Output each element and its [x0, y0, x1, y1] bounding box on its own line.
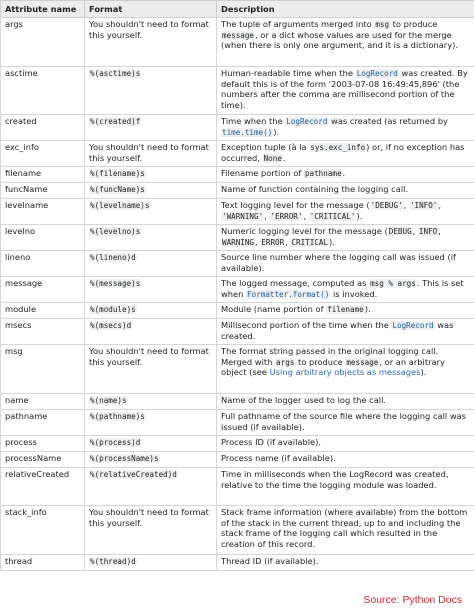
description-text: to produce — [295, 356, 346, 367]
attribute-name-cell: stack_info — [1, 506, 85, 555]
table-header-row — [1, 1, 474, 18]
format-code: %(lineno)d — [90, 253, 136, 262]
description-text: Name of the logger used to log the call. — [221, 395, 387, 405]
description-text: Millisecond portion of the time when the — [221, 320, 392, 330]
format-cell — [85, 67, 217, 115]
description-text: Human-readable time when the — [221, 68, 356, 78]
description-cell — [217, 251, 474, 277]
table-row — [1, 394, 474, 410]
format-cell — [85, 115, 217, 141]
description-text: Process ID (if available). — [221, 437, 322, 447]
description-text: , — [403, 200, 409, 210]
description-text: The logged message, computed as — [221, 278, 370, 288]
format-code: %(message)s — [90, 279, 141, 288]
description-cell — [217, 394, 474, 410]
inline-code: 'CRITICAL' — [309, 211, 356, 221]
attribute-name-cell: pathname — [1, 410, 85, 436]
format-cell — [85, 251, 217, 277]
description-cell — [217, 319, 474, 345]
attribute-name-cell: args — [1, 18, 85, 67]
inline-code: None — [263, 153, 282, 163]
attribute-name-cell: module — [1, 303, 85, 319]
description-text: Text logging level for the message ( — [221, 200, 370, 210]
description-cell — [217, 277, 474, 303]
inline-code: ERROR — [261, 237, 285, 247]
inline-code: 'ERROR' — [270, 211, 303, 221]
attribute-name-cell: processName — [1, 452, 85, 468]
description-text: Process name (if available). — [221, 453, 336, 463]
description-text: , — [255, 236, 261, 247]
format-cell — [85, 555, 217, 571]
inline-code: msg — [375, 20, 390, 29]
column-header-description: Description — [217, 1, 474, 18]
table-row — [1, 183, 474, 199]
format-code: %(levelname)s — [90, 201, 150, 210]
format-cell — [85, 410, 217, 436]
format-cell — [85, 277, 217, 303]
format-code: %(module)s — [90, 305, 136, 314]
description-cell — [217, 167, 474, 183]
format-cell: You shouldn't need to format this yourself. — [85, 141, 217, 167]
table-row — [1, 506, 474, 555]
description-cell — [217, 115, 474, 141]
doc-link[interactable]: Formatter.format() — [247, 289, 330, 299]
inline-code: 'INFO' — [409, 201, 438, 210]
format-cell — [85, 319, 217, 345]
description-cell — [217, 555, 474, 571]
inline-code: msg % args — [370, 279, 416, 288]
inline-code: INFO — [418, 227, 438, 236]
attribute-name-cell: process — [1, 436, 85, 452]
description-text: Time when the — [221, 116, 286, 126]
attribute-name-cell: lineno — [1, 251, 85, 277]
format-code: %(pathname)s — [90, 412, 145, 421]
format-cell — [85, 452, 217, 468]
attribute-name-cell: name — [1, 394, 85, 410]
format-code: %(processName)s — [90, 454, 159, 463]
format-cell — [85, 225, 217, 251]
attribute-name-cell: levelname — [1, 199, 85, 225]
doc-link[interactable]: time.time() — [222, 127, 273, 137]
format-cell — [85, 394, 217, 410]
description-text: , — [285, 236, 291, 247]
attribute-name-cell: message — [1, 277, 85, 303]
inline-code: 'DEBUG' — [370, 201, 403, 210]
format-cell — [85, 303, 217, 319]
description-cell — [217, 452, 474, 468]
format-code: %(created)f — [90, 117, 141, 126]
description-text: Exception tuple (à la — [221, 142, 310, 152]
inline-code: args — [276, 357, 295, 367]
description-cell — [217, 506, 474, 555]
doc-link[interactable]: LogRecord — [392, 321, 434, 330]
description-text: was created. By default this is of the form '2003-07-08 16:49:45,896' (the numbers after the comma are millisecond portion of the time). — [221, 68, 468, 110]
table-body — [1, 18, 474, 571]
format-cell: You shouldn't need to format this yourself. — [85, 18, 217, 67]
description-text: Thread ID (if available). — [221, 556, 319, 566]
column-header-format: Format — [85, 1, 217, 18]
format-cell — [85, 183, 217, 199]
inline-code: DEBUG — [388, 227, 412, 236]
description-text: The tuple of arguments merged into — [221, 19, 375, 29]
description-text: , — [438, 226, 441, 236]
description-text: , — [438, 200, 442, 210]
format-code: %(thread)d — [90, 557, 136, 566]
format-code: %(relativeCreated)d — [90, 470, 177, 479]
description-text: Name of function containing the logging call. — [221, 184, 409, 194]
inline-code: CRITICAL — [291, 237, 329, 247]
format-cell: You shouldn't need to format this yourself. — [85, 506, 217, 555]
table-row — [1, 18, 474, 67]
table-row — [1, 115, 474, 141]
attribute-name-cell: asctime — [1, 67, 85, 115]
description-cell — [217, 345, 474, 394]
description-text: , — [412, 226, 418, 236]
inline-code: message — [346, 357, 379, 367]
format-cell: You shouldn't need to format this yourself. — [85, 345, 217, 394]
format-cell — [85, 436, 217, 452]
inline-code: 'WARNING' — [222, 211, 264, 221]
format-cell — [85, 199, 217, 225]
format-cell — [85, 167, 217, 183]
description-text: to produce — [390, 19, 438, 29]
table-row — [1, 141, 474, 167]
table-row — [1, 345, 474, 394]
description-cell — [217, 67, 474, 115]
inline-code: WARNING — [222, 237, 255, 247]
description-cell — [217, 303, 474, 319]
doc-link[interactable]: LogRecord — [356, 69, 398, 78]
description-text: . — [282, 152, 286, 163]
table-row — [1, 67, 474, 115]
description-text: Full pathname of the source file where the logging call was issued (if available). — [221, 411, 467, 432]
attribute-name-cell: levelno — [1, 225, 85, 251]
description-text: . — [342, 168, 346, 178]
format-code: %(funcName)s — [90, 185, 145, 194]
table-row — [1, 410, 474, 436]
doc-link[interactable]: LogRecord — [286, 117, 328, 126]
description-text: Stack frame information (where available) from the bottom of the stack in the current thread, up to and including the stack frame of the logging call which resulted in the creation of this record. — [221, 507, 468, 549]
format-code: %(levelno)s — [90, 227, 141, 236]
description-text: The format string passed in the original logging call. Merged with — [221, 346, 439, 367]
table-row — [1, 167, 474, 183]
table-row — [1, 452, 474, 468]
description-text: Module (name portion of — [221, 304, 327, 314]
format-code: %(asctime)s — [90, 69, 141, 78]
description-text: ) or, if no exception has occurred, — [221, 142, 465, 163]
description-cell — [217, 183, 474, 199]
format-code: %(process)d — [90, 438, 141, 447]
format-code: %(name)s — [90, 396, 127, 405]
inline-code: message — [222, 30, 255, 40]
doc-link[interactable]: Using arbitrary objects as messages — [269, 367, 421, 378]
table-row — [1, 468, 474, 506]
attribute-name-cell: relativeCreated — [1, 468, 85, 506]
attribute-name-cell: thread — [1, 555, 85, 571]
table-row — [1, 225, 474, 251]
description-text: was created. — [221, 320, 454, 341]
description-cell — [217, 410, 474, 436]
description-text: is invoked. — [330, 288, 378, 299]
description-text: , — [264, 210, 270, 221]
inline-code: sys.exc_info — [310, 143, 366, 152]
format-code: %(filename)s — [90, 169, 145, 178]
table-row — [1, 277, 474, 303]
description-text: Filename portion of — [221, 168, 304, 178]
attribute-name-cell: funcName — [1, 183, 85, 199]
attribute-name-cell: exc_info — [1, 141, 85, 167]
description-cell — [217, 436, 474, 452]
table-row — [1, 436, 474, 452]
table-row — [1, 303, 474, 319]
inline-code: pathname — [304, 169, 342, 178]
column-header-attribute-name: Attribute name — [1, 1, 85, 18]
description-cell — [217, 225, 474, 251]
table-row — [1, 251, 474, 277]
table-row — [1, 555, 474, 571]
table-row — [1, 199, 474, 225]
description-text: was created (as returned by — [328, 116, 448, 126]
description-text: Numeric logging level for the message ( — [221, 226, 388, 236]
description-text: ). — [364, 304, 371, 314]
table-row — [1, 319, 474, 345]
attribute-name-cell: msecs — [1, 319, 85, 345]
format-cell — [85, 468, 217, 506]
description-cell — [217, 468, 474, 506]
description-text: ). — [356, 210, 363, 221]
inline-code: filename — [327, 305, 364, 314]
attribute-name-cell: msg — [1, 345, 85, 394]
description-cell — [217, 141, 474, 167]
description-text: Time in milliseconds when the LogRecord was created, relative to the time the logging module was loaded. — [221, 469, 449, 490]
description-text: ). — [329, 236, 335, 247]
attribute-name-cell: created — [1, 115, 85, 141]
description-text: ). — [420, 367, 427, 378]
format-code: %(msecs)d — [90, 321, 132, 330]
description-cell — [217, 199, 474, 225]
description-text: , or an arbitrary object (see — [221, 356, 445, 378]
description-text: ). — [273, 126, 280, 137]
description-text: , — [303, 210, 309, 221]
attribute-name-cell: filename — [1, 167, 85, 183]
description-text: Source line number where the logging call was issued (if available). — [221, 252, 456, 273]
description-cell — [217, 18, 474, 67]
description-text: , or a dict whose values are used for the merge (when there is only one argument, and it is a dictionary). — [221, 29, 458, 51]
source-caption: Source: Python Docs — [363, 594, 462, 606]
description-text: . This is set when — [221, 278, 464, 299]
